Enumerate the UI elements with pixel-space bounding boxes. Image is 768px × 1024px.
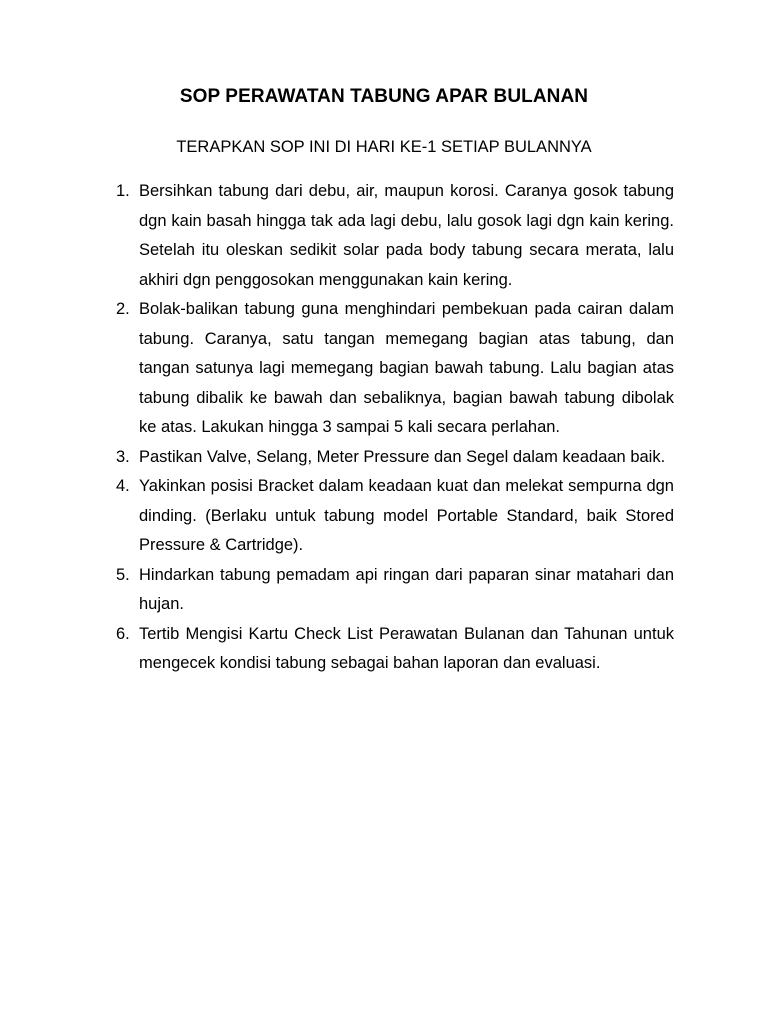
list-item: [0, 620, 768, 679]
list-item-text: Bolak-balikan tabung guna menghindari pembekuan pada cairan dalam tabung. Caranya, satu tangan memegang bagian atas tabung, dan tangan satunya lagi memegang bagian bawah tabung. Lalu bagian atas tabung dibalik ke bawah dan sebaliknya, bagian bawah tabung dibolak ke atas. Lakukan hingga 3 sampai 5 kali secara perlahan.: [139, 300, 674, 436]
list-item-number: 2.: [116, 300, 130, 318]
list-item-text: Hindarkan tabung pemadam api ringan dari paparan sinar matahari dan hujan.: [139, 565, 674, 613]
list-item-number: 6.: [116, 624, 130, 643]
list-item: [0, 472, 768, 561]
document-title: SOP PERAWATAN TABUNG APAR BULANAN: [179, 86, 589, 107]
list-item-text: Bersihkan tabung dari debu, air, maupun korosi. Caranya gosok tabung dgn kain basah hingga tak ada lagi debu, lalu gosok lagi dgn kain kering. Setelah itu oleskan sedikit solar pada body tabung secara merata, lalu akhiri dgn penggosokan menggunakan kain kering.: [139, 182, 674, 289]
list-item-text: Tertib Mengisi Kartu Check List Perawatan Bulanan dan Tahunan untuk mengecek kondisi tabung sebagai bahan laporan dan evaluasi.: [139, 624, 674, 672]
list-item-number: 5.: [116, 565, 130, 584]
list-item: [0, 443, 768, 473]
document-subtitle: TERAPKAN SOP INI DI HARI KE-1 SETIAP BULANNYA: [176, 138, 592, 156]
list-item-number: 1.: [116, 182, 130, 200]
list-item: [0, 561, 768, 620]
list-item-number: 4.: [116, 477, 130, 495]
list-item-text: Pastikan Valve, Selang, Meter Pressure dan Segel dalam keadaan baik.: [139, 447, 666, 466]
list-item: [0, 177, 768, 295]
list-item-number: 3.: [116, 447, 130, 466]
list-item-text: Yakinkan posisi Bracket dalam keadaan kuat dan melekat sempurna dgn dinding. (Berlaku untuk tabung model Portable Standard, baik Stored Pressure & Cartridge).: [139, 477, 674, 554]
list-item: [0, 295, 768, 443]
sop-steps-list: [0, 177, 768, 679]
